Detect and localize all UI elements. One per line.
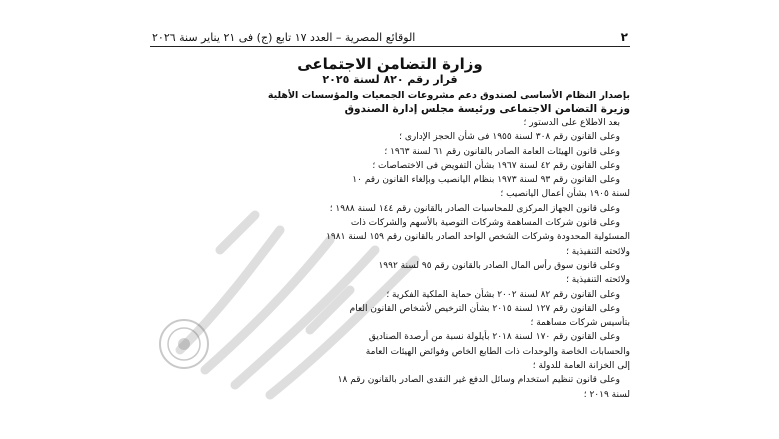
preamble-line: وعلى القانون رقم ١٢٧ لسنة ٢٠١٥ بشأن الترخيص لأشخاص القانون العام	[349, 303, 620, 314]
preamble-line: والحسابات الخاصة والوحدات ذات الطابع الخاص وفوائض الهيئات العامة	[365, 346, 630, 357]
preamble-line: إلى الخزانة العامة للدولة ؛	[532, 361, 630, 372]
preamble-line: وعلى القانون رقم ٩٣ لسنة ١٩٧٣ بنظام اليانصيب وبإلغاء القانون رقم ١٠	[352, 175, 620, 186]
preamble-line: وعلى قانون تنظيم استخدام وسائل الدفع غير النقدى الصادر بالقانون رقم ١٨	[337, 375, 620, 386]
preamble-line: المسئولية المحدودة وشركات الشخص الواحد الصادر بالقانون رقم ١٥٩ لسنة ١٩٨١	[326, 232, 630, 243]
preamble-line: ولائحته التنفيذية ؛	[566, 275, 630, 286]
ministry-title: وزارة التضامن الاجتماعى	[297, 55, 483, 73]
page-header	[150, 28, 630, 47]
decree-subject: بإصدار النظام الأساسى لصندوق دعم مشروعات الجمعيات والمؤسسات الأهلية	[267, 90, 630, 101]
preamble-line: وعلى القانون رقم ١٧٠ لسنة ٢٠١٨ بأيلولة نسبة من أرصدة الصناديق	[368, 332, 620, 343]
preamble-line: وعلى قانون الهيئات العامة الصادر بالقانون رقم ٦١ لسنة ١٩٦٣ ؛	[384, 146, 620, 157]
gazette-page	[150, 28, 630, 433]
gazette-issue-line: الوقائع المصرية – العدد ١٧ تابع (ج) فى ٢١ يناير سنة ٢٠٢٦	[152, 30, 416, 44]
preamble-line: لسنة ٢٠١٩ ؛	[583, 389, 630, 400]
decree-number: قرار رقم ٨٢٠ لسنة ٢٠٢٥	[322, 73, 458, 86]
preamble-line: وعلى قانون الجهاز المركزى للمحاسبات الصادر بالقانون رقم ١٤٤ لسنة ١٩٨٨ ؛	[329, 203, 620, 214]
preamble-line: وعلى قانون شركات المساهمة وشركات التوصية بالأسهم والشركات ذات	[350, 218, 620, 229]
preamble-line: وعلى القانون رقم ٨٢ لسنة ٢٠٠٢ بشأن حماية الملكية الفكرية ؛	[386, 289, 620, 300]
preamble-line: بعد الاطلاع على الدستور ؛	[523, 118, 620, 128]
decree-issuer: وزيرة التضامن الاجتماعى ورئيسة مجلس إدارة الصندوق	[344, 103, 630, 115]
preamble-line: ولائحته التنفيذية ؛	[566, 246, 630, 257]
preamble-line: بتأسيس شركات مساهمة ؛	[530, 318, 630, 329]
decree-preamble	[150, 116, 630, 402]
page-number: ٢	[620, 30, 628, 44]
preamble-line: وعلى القانون رقم ٤٢ لسنة ١٩٦٧ بشأن التفويض فى الاختصاصات ؛	[372, 160, 620, 171]
preamble-line: لسنة ١٩٠٥ بشأن أعمال اليانصيب ؛	[500, 189, 630, 200]
preamble-line: وعلى قانون سوق رأس المال الصادر بالقانون رقم ٩٥ لسنة ١٩٩٢	[378, 260, 620, 271]
preamble-line: وعلى القانون رقم ٣٠٨ لسنة ١٩٥٥ فى شأن الحجز الإدارى ؛	[399, 132, 620, 143]
